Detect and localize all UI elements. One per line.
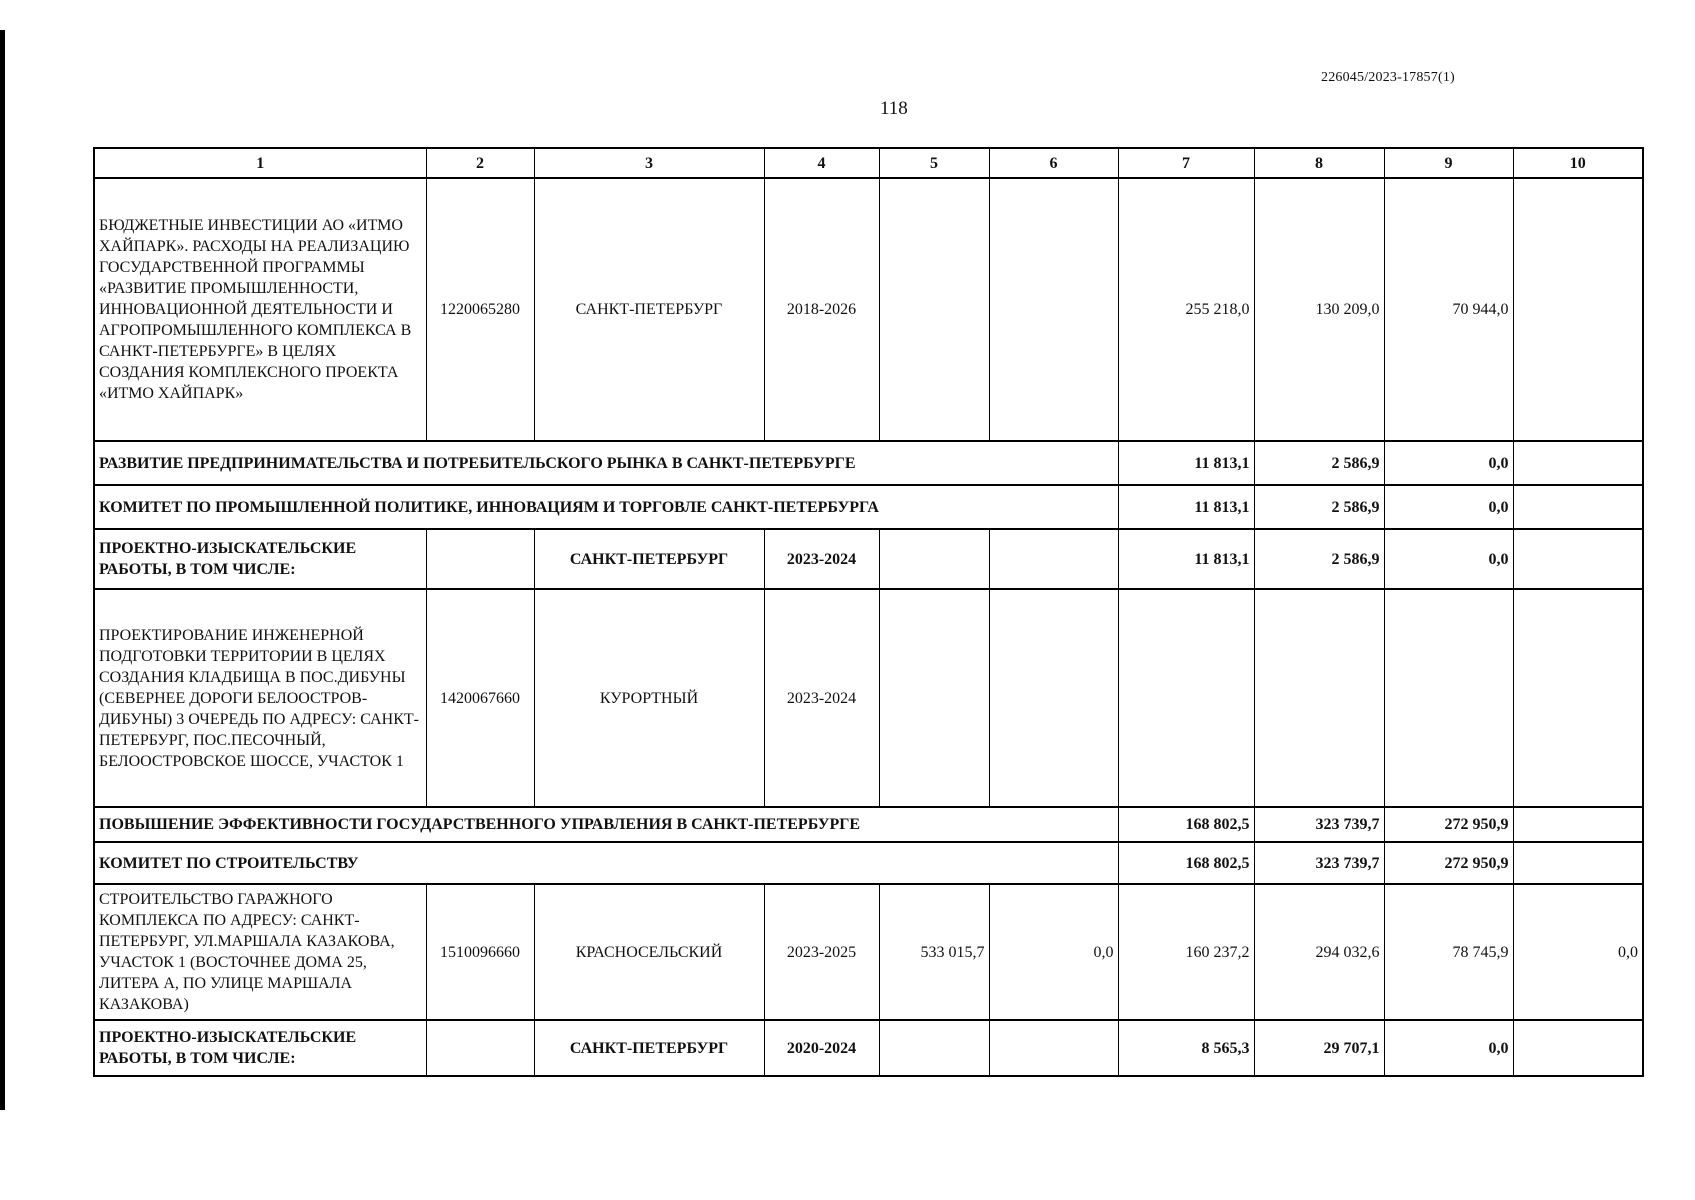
page-number: 118: [880, 98, 908, 119]
row-col8: 29 707,1: [1254, 1020, 1384, 1076]
row-col7: 255 218,0: [1118, 178, 1254, 441]
table-row: [94, 178, 1643, 441]
column-header: 1: [94, 148, 426, 178]
row-name: ПРОЕКТИРОВАНИЕ ИНЖЕНЕРНОЙ ПОДГОТОВКИ ТЕРРИТОРИИ В ЦЕЛЯХ СОЗДАНИЯ КЛАДБИЩА В ПОС.ДИБУНЫ (СЕВЕРНЕЕ ДОРОГИ БЕЛООСТРОВ-ДИБУНЫ) 3 ОЧЕРЕДЬ ПО АДРЕСУ: САНКТ-ПЕТЕРБУРГ, ПОС.ПЕСОЧНЫЙ, БЕЛООСТРОВСКОЕ ШОССЕ, УЧАСТОК 1: [94, 589, 426, 807]
scan-edge-mark: [0, 30, 5, 1110]
row-name: БЮДЖЕТНЫЕ ИНВЕСТИЦИИ АО «ИТМО ХАЙПАРК». РАСХОДЫ НА РЕАЛИЗАЦИЮ ГОСУДАРСТВЕННОЙ ПРОГРАММЫ «РАЗВИТИЕ ПРОМЫШЛЕННОСТИ, ИННОВАЦИОННОЙ ДЕЯТЕЛЬНОСТИ И АГРОПРОМЫШЛЕННОГО КОМПЛЕКСА В САНКТ-ПЕТЕРБУРГЕ» В ЦЕЛЯХ СОЗДАНИЯ КОМПЛЕКСНОГО ПРОЕКТА «ИТМО ХАЙПАРК»: [94, 178, 426, 441]
row-col10: [1513, 807, 1643, 842]
row-col10: [1513, 178, 1643, 441]
row-name: ПРОЕКТНО-ИЗЫСКАТЕЛЬСКИЕ РАБОТЫ, В ТОМ ЧИСЛЕ:: [94, 1020, 426, 1076]
row-col10: [1513, 842, 1643, 884]
document-id: 226045/2023-17857(1): [1321, 70, 1455, 85]
row-col9: 0,0: [1384, 529, 1513, 589]
column-header: 7: [1118, 148, 1254, 178]
row-col7: 11 813,1: [1118, 441, 1254, 485]
row-district: САНКТ-ПЕТЕРБУРГ: [534, 178, 764, 441]
row-col6: [989, 529, 1118, 589]
row-col8: 323 739,7: [1254, 842, 1384, 884]
row-col8: 2 586,9: [1254, 441, 1384, 485]
section-title: КОМИТЕТ ПО ПРОМЫШЛЕННОЙ ПОЛИТИКЕ, ИННОВАЦИЯМ И ТОРГОВЛЕ САНКТ-ПЕТЕРБУРГА: [94, 485, 1118, 529]
column-header: 10: [1513, 148, 1643, 178]
row-col5: 533 015,7: [879, 884, 989, 1020]
row-col8: 2 586,9: [1254, 485, 1384, 529]
section-title: КОМИТЕТ ПО СТРОИТЕЛЬСТВУ: [94, 842, 1118, 884]
section-row: [94, 441, 1643, 485]
row-col8: 294 032,6: [1254, 884, 1384, 1020]
row-col7: 11 813,1: [1118, 485, 1254, 529]
row-col9: 78 745,9: [1384, 884, 1513, 1020]
budget-table: [93, 147, 1644, 1077]
section-row: [94, 842, 1643, 884]
row-col9: 272 950,9: [1384, 842, 1513, 884]
row-col10: [1513, 529, 1643, 589]
row-col7: 160 237,2: [1118, 884, 1254, 1020]
row-col8: 323 739,7: [1254, 807, 1384, 842]
row-col6: [989, 589, 1118, 807]
row-col9: 0,0: [1384, 441, 1513, 485]
row-col7: 168 802,5: [1118, 807, 1254, 842]
row-code: 1420067660: [426, 589, 534, 807]
column-header: 4: [764, 148, 879, 178]
section-row: [94, 485, 1643, 529]
row-col5: [879, 178, 989, 441]
row-period: 2020-2024: [764, 1020, 879, 1076]
column-header: 6: [989, 148, 1118, 178]
row-col10: [1513, 589, 1643, 807]
row-col10: 0,0: [1513, 884, 1643, 1020]
table-row: [94, 1020, 1643, 1076]
row-code: [426, 529, 534, 589]
row-col7: 11 813,1: [1118, 529, 1254, 589]
row-period: 2023-2024: [764, 529, 879, 589]
table-header-row: [94, 148, 1643, 178]
table-row: [94, 589, 1643, 807]
column-header: 9: [1384, 148, 1513, 178]
row-col10: [1513, 1020, 1643, 1076]
row-col5: [879, 1020, 989, 1076]
row-col6: 0,0: [989, 884, 1118, 1020]
section-row: [94, 807, 1643, 842]
row-district: САНКТ-ПЕТЕРБУРГ: [534, 529, 764, 589]
row-district: КРАСНОСЕЛЬСКИЙ: [534, 884, 764, 1020]
column-header: 2: [426, 148, 534, 178]
row-code: 1510096660: [426, 884, 534, 1020]
row-col9: 0,0: [1384, 485, 1513, 529]
row-col6: [989, 178, 1118, 441]
table-row: [94, 529, 1643, 589]
row-district: САНКТ-ПЕТЕРБУРГ: [534, 1020, 764, 1076]
row-col5: [879, 589, 989, 807]
row-name: ПРОЕКТНО-ИЗЫСКАТЕЛЬСКИЕ РАБОТЫ, В ТОМ ЧИСЛЕ:: [94, 529, 426, 589]
row-col6: [989, 1020, 1118, 1076]
row-col8: [1254, 589, 1384, 807]
row-col7: 8 565,3: [1118, 1020, 1254, 1076]
section-title: РАЗВИТИЕ ПРЕДПРИНИМАТЕЛЬСТВА И ПОТРЕБИТЕЛЬСКОГО РЫНКА В САНКТ-ПЕТЕРБУРГЕ: [94, 441, 1118, 485]
row-col8: 130 209,0: [1254, 178, 1384, 441]
row-col9: 272 950,9: [1384, 807, 1513, 842]
row-col9: 70 944,0: [1384, 178, 1513, 441]
row-col7: [1118, 589, 1254, 807]
row-district: КУРОРТНЫЙ: [534, 589, 764, 807]
row-col7: 168 802,5: [1118, 842, 1254, 884]
column-header: 3: [534, 148, 764, 178]
section-title: ПОВЫШЕНИЕ ЭФФЕКТИВНОСТИ ГОСУДАРСТВЕННОГО УПРАВЛЕНИЯ В САНКТ-ПЕТЕРБУРГЕ: [94, 807, 1118, 842]
column-header: 8: [1254, 148, 1384, 178]
table-row: [94, 884, 1643, 1020]
row-name: СТРОИТЕЛЬСТВО ГАРАЖНОГО КОМПЛЕКСА ПО АДРЕСУ: САНКТ-ПЕТЕРБУРГ, УЛ.МАРШАЛА КАЗАКОВА, УЧАСТОК 1 (ВОСТОЧНЕЕ ДОМА 25, ЛИТЕРА А, ПО УЛИЦЕ МАРШАЛА КАЗАКОВА): [94, 884, 426, 1020]
row-col5: [879, 529, 989, 589]
row-period: 2023-2025: [764, 884, 879, 1020]
row-period: 2023-2024: [764, 589, 879, 807]
row-period: 2018-2026: [764, 178, 879, 441]
row-col9: [1384, 589, 1513, 807]
row-col10: [1513, 485, 1643, 529]
row-col8: 2 586,9: [1254, 529, 1384, 589]
column-header: 5: [879, 148, 989, 178]
row-code: [426, 1020, 534, 1076]
row-col10: [1513, 441, 1643, 485]
row-col9: 0,0: [1384, 1020, 1513, 1076]
row-code: 1220065280: [426, 178, 534, 441]
